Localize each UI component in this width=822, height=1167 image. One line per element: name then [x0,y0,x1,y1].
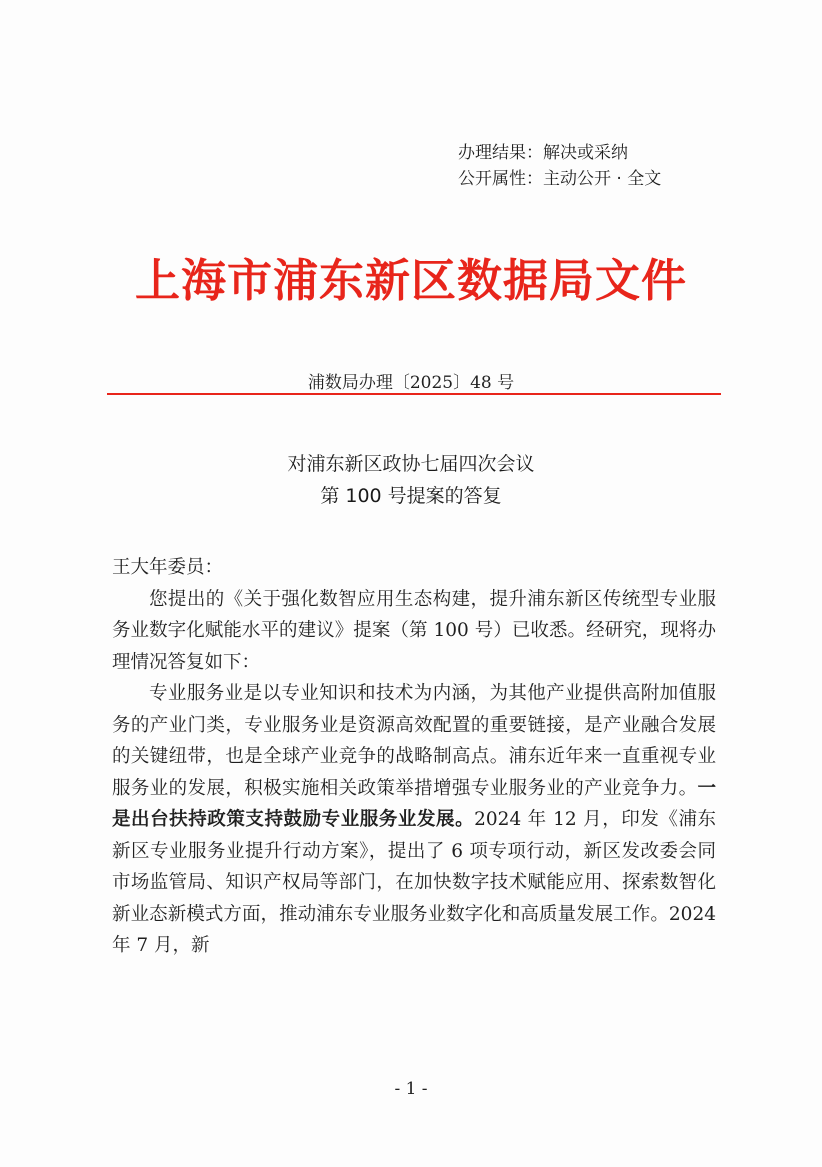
paragraph-2-bold-heading: 一是出台扶持政策支持鼓励专业服务业发展。 [112,777,716,830]
masthead-title: 上海市浦东新区数据局文件 [134,254,687,307]
paragraph-2-rest: 2024 年 12 月，印发《浦东新区专业服务业提升行动方案》，提出了 6 项专项行动，新区发改委会同市场监管局、知识产权局等部门，在加快数字技术赋能应用、探索数智化新业态新模式方面，推动浦东专业服务业数字化和高质量发展工作。2024 年 7 月，新 [112,809,716,956]
reply-title [60,448,762,512]
paragraph-1: 您提出的《关于强化数智应用生态构建，提升浦东新区传统型专业服务业数字化赋能水平的建议》提案（第 100 号）已收悉。经研究，现将办理情况答复如下： [112,588,716,673]
document-meta [458,140,661,192]
paragraph-2-intro: 专业服务业是以专业知识和技术为内涵，为其他产业提供高附加值服务的产业门类，专业服务业是资源高效配置的重要链接，是产业融合发展的关键纽带，也是全球产业竞争的战略制高点。浦东近年来一直重视专业服务业的发展，积极实施相关政策举措增强专业服务业的产业竞争力。 [112,683,716,799]
reply-title-line-1: 对浦东新区政协七届四次会议 [287,453,535,475]
red-divider [107,393,721,395]
disclosure-attribute: 公开属性：主动公开 · 全文 [458,169,662,189]
page-number: - 1 - [394,1079,428,1099]
document-number: 浦数局办理〔2025〕48 号 [307,373,515,393]
salutation: 王大年委员： [112,557,224,578]
paragraph-2 [112,678,716,962]
document-body [112,552,716,962]
handling-result: 办理结果：解决或采纳 [458,143,628,163]
reply-title-line-2: 第 100 号提案的答复 [320,485,502,507]
